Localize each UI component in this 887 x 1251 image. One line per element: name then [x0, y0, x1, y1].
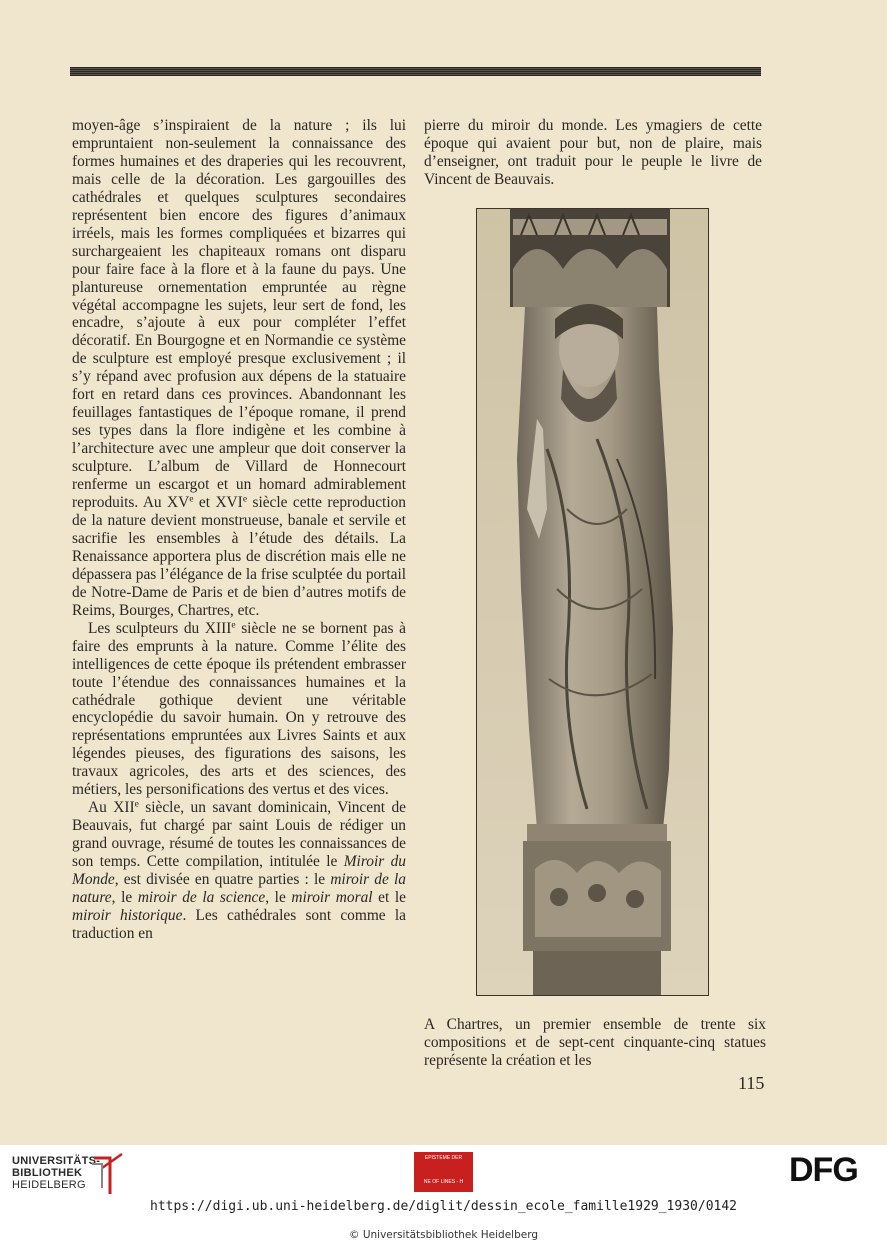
- statue-base: [523, 824, 671, 995]
- statue-figure: [517, 304, 673, 829]
- statue-illustration: [477, 209, 708, 995]
- page-number: 115: [738, 1073, 765, 1093]
- library-name-line1: UNIVERSITÄTS-: [12, 1155, 101, 1167]
- paragraph-2: Les sculpteurs du XIIIe siècle ne se bornent pas à faire des emprunts à la nature. Comme l’élite des intelligences de cette époque ils prétendent embrasser toute l’étendue des connaissances humaines et la cathédrale gothique devient une véritable encyclopédie du savoir humain. On y retrouve des représentations empruntées aux Livres Saints et aux légendes pieuses, des figurations des saisons, les travaux agricoles, des arts et des sciences, des métiers, les personifications des vertus et des vices.: [72, 618, 406, 799]
- paragraph-right-top: pierre du miroir du monde. Les ymagiers de cette époque qui avaient pour but, non de plaire, mais d’enseigner, ont traduit pour le peuple le livre de Vincent de Beauvais.: [424, 117, 762, 188]
- text-column-right-top: [424, 117, 762, 189]
- episteme-logo-line2: NE OF LINES - H: [423, 1179, 464, 1185]
- library-name-line2: BIBLIOTHEK: [12, 1167, 83, 1179]
- library-mark-icon: [88, 1150, 126, 1196]
- copyright-notice: © Universitätsbibliothek Heidelberg: [348, 1229, 538, 1241]
- permalink-url[interactable]: https://digi.ub.uni-heidelberg.de/diglit/dessin_ecole_famille1929_1930/0142: [150, 1199, 737, 1214]
- statue-photograph: [476, 208, 709, 996]
- header-rule: [70, 67, 761, 76]
- text-column-right-bottom: [424, 1016, 766, 1070]
- dfg-logo[interactable]: DFG: [789, 1151, 858, 1189]
- paragraph-right-bottom: A Chartres, un premier ensemble de trente six compositions et de sept-cent cinquante-cinq statues représente la création et les: [424, 1016, 766, 1069]
- library-name-line3: HEIDELBERG: [12, 1179, 86, 1191]
- episteme-logo[interactable]: [414, 1152, 473, 1192]
- canopy: [510, 209, 670, 307]
- paragraph-1: moyen-âge s’inspiraient de la nature ; ils lui empruntaient non-seulement la connaissance des formes humaines et des draperies qui les recouvrent, mais celle de la décoration. Les gargouilles des cathédrales et quelques sculptures secondaires représentent bien encore des figures d’animaux irréels, mais les formes compliquées et bizarres qui surchargeaient les chapiteaux romans ont disparu pour faire face à la flore et à la faune du pays. Une plantureuse ornementation empruntée au règne végétal accompagne les sujets, leur sert de fond, les encadre, s’ajoute à eux pour compléter l’effet décoratif. En Bourgogne et en Normandie ce système de sculpture est employé presque exclusivement ; il s’y répand avec profusion aux dépens de la statuaire fort en retard dans ces provinces. Abandonnant les feuillages fantastiques de l’époque romane, il prend ses types dans la flore indigène et les combine à l’architecture avec une ampleur que doit conserver la sculpture. L’album de Villard de Honnecourt renferme un escargot et un homard admirablement reproduits. Au XVe et XVIe siècle cette reproduction de la nature devient monstrueuse, banale et servile et sacrifie les ensembles à l’étude des détails. La Renaissance apportera plus de discrétion mais elle ne dépassera pas l’élégance de la frise sculptée du portail de Notre-Dame de Paris et de bien d’autres motifs de Reims, Bourges, Chartres, etc.: [72, 117, 407, 619]
- text-column-left: [72, 117, 406, 943]
- paragraph-3: Au XIIe siècle, un savant dominicain, Vincent de Beauvais, fut chargé par saint Louis de rédiger un grand ouvrage, résumé de toutes les connaissances de son temps. Cette compilation, intitulée le Miroir du Monde, est divisée en quatre parties : le miroir de la nature, le miroir de la science, le miroir moral et le miroir historique. Les cathédrales sont comme la traduction en: [72, 798, 407, 942]
- episteme-logo-line1: EPISTEME DER: [424, 1155, 463, 1161]
